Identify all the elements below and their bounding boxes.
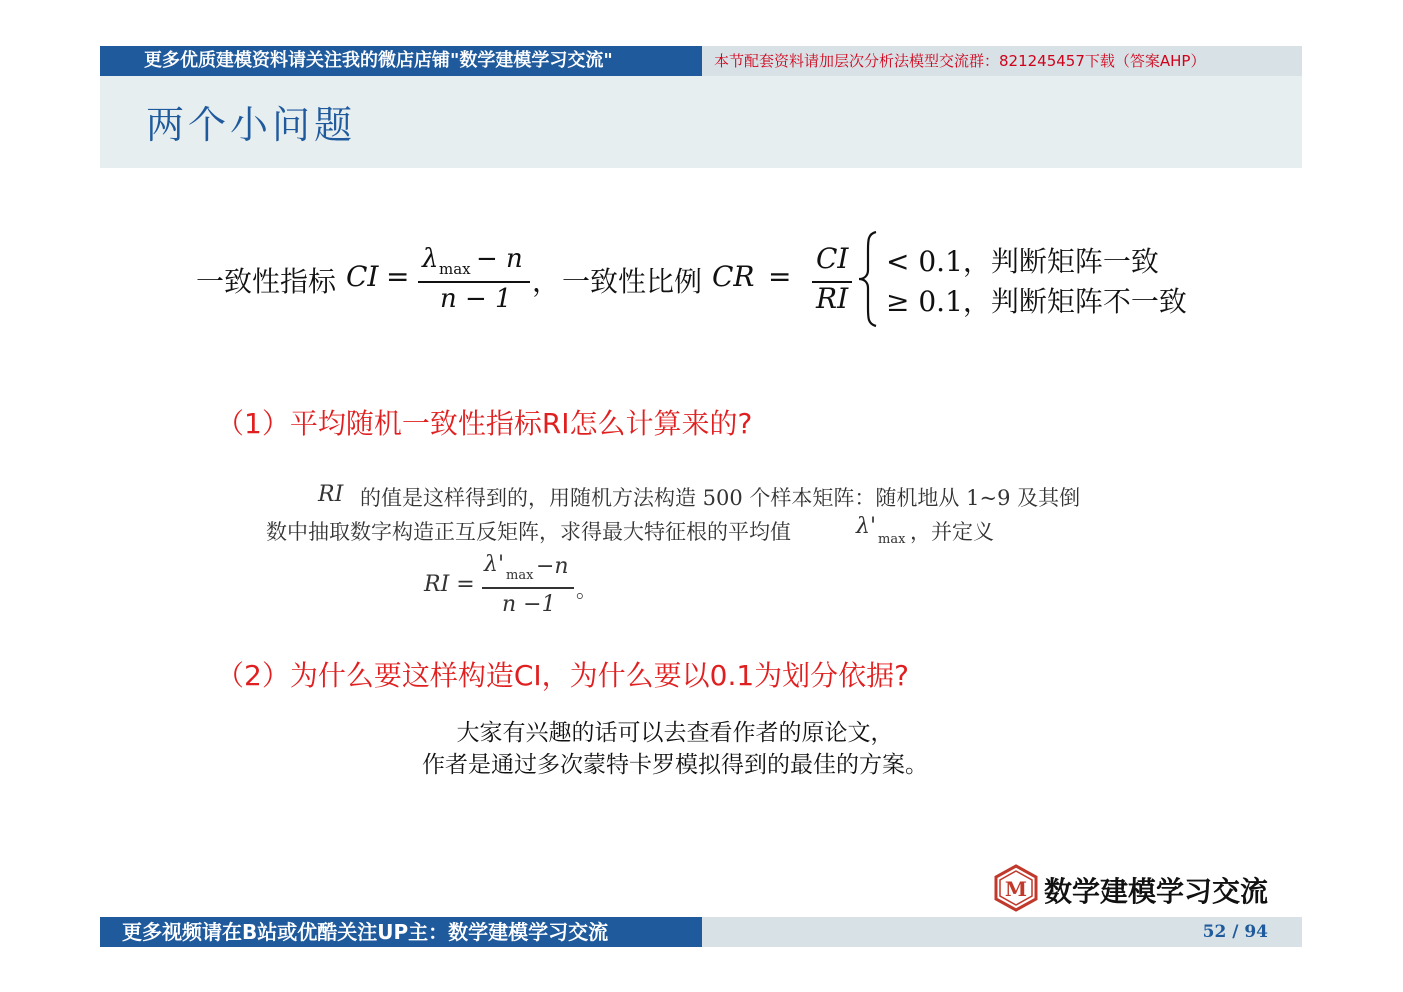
- slide-title: 两个小问题: [146, 103, 357, 147]
- ri-formula-lhs: RI =: [424, 572, 475, 597]
- logo-text: 数学建模学习交流: [1044, 875, 1269, 908]
- ci-denominator: n − 1: [440, 284, 512, 314]
- ci-label: 一致性指标: [196, 265, 337, 298]
- note-line-1: 大家有兴趣的话可以去查看作者的原论文，: [456, 720, 894, 746]
- excerpt-lambda-sub: max: [878, 532, 906, 547]
- left-brace-icon: [856, 230, 880, 328]
- footer-banner-right: [702, 917, 1302, 947]
- ci-equals: =: [386, 260, 410, 293]
- top-banner-right: 本节配套资料请加层次分析法模型交流群：821245457下载（答案AHP）: [702, 46, 1302, 76]
- brand-logo: [992, 862, 1292, 914]
- ci-num-sub: max: [439, 260, 471, 278]
- ri-fraction-bar: [482, 587, 574, 589]
- cr-symbol: CR: [712, 260, 755, 293]
- cr-numerator: CI: [816, 242, 849, 275]
- note-line-2: 作者是通过多次蒙特卡罗模拟得到的最佳的方案。: [422, 752, 928, 778]
- consistency-formula: [196, 228, 1236, 338]
- question-1: （1）平均随机一致性指标RI怎么计算来的?: [216, 407, 753, 440]
- cr-equals: =: [768, 260, 792, 293]
- ri-formula-period: 。: [576, 578, 597, 602]
- excerpt-line-1: 的值是这样得到的，用随机方法构造 500 个样本矩阵：随机地从 1~9 及其倒: [360, 486, 1081, 510]
- excerpt-line-2-end: ，并定义: [910, 520, 994, 544]
- formula-comma: ，: [532, 265, 561, 298]
- hexagon-m-icon: [992, 864, 1040, 912]
- excerpt-line-2: 数中抽取数字构造正互反矩阵，求得最大特征根的平均值: [266, 520, 791, 544]
- case-consistent: < 0.1，判断矩阵一致: [886, 245, 1159, 278]
- footer-banner-left: 更多视频请在B站或优酷关注UP主：数学建模学习交流: [100, 917, 702, 947]
- ri-symbol: RI: [318, 482, 344, 507]
- ci-num-rest: − n: [476, 244, 523, 274]
- ci-num-lambda: λ: [422, 244, 439, 274]
- ri-formula-num-rest: −n: [536, 554, 569, 579]
- page-number: 52 / 94: [1202, 922, 1268, 942]
- cr-denominator: RI: [816, 282, 849, 315]
- ri-definition-excerpt: [262, 476, 1142, 626]
- ci-symbol: CI: [346, 260, 379, 293]
- question-2: （2）为什么要这样构造CI，为什么要以0.1为划分依据?: [216, 659, 910, 692]
- svg-text:M: M: [1004, 877, 1028, 901]
- ri-formula-lambda: λ': [484, 552, 504, 577]
- top-banner-left: 更多优质建模资料请关注我的微店店铺"数学建模学习交流": [100, 46, 702, 76]
- excerpt-lambda: λ': [856, 514, 876, 539]
- ri-formula-sub: max: [506, 568, 534, 583]
- case-inconsistent: ≥ 0.1，判断矩阵不一致: [886, 285, 1187, 318]
- ri-formula-den: n −1: [502, 592, 556, 617]
- cr-label: 一致性比例: [562, 265, 703, 298]
- ci-fraction-bar: [418, 281, 530, 283]
